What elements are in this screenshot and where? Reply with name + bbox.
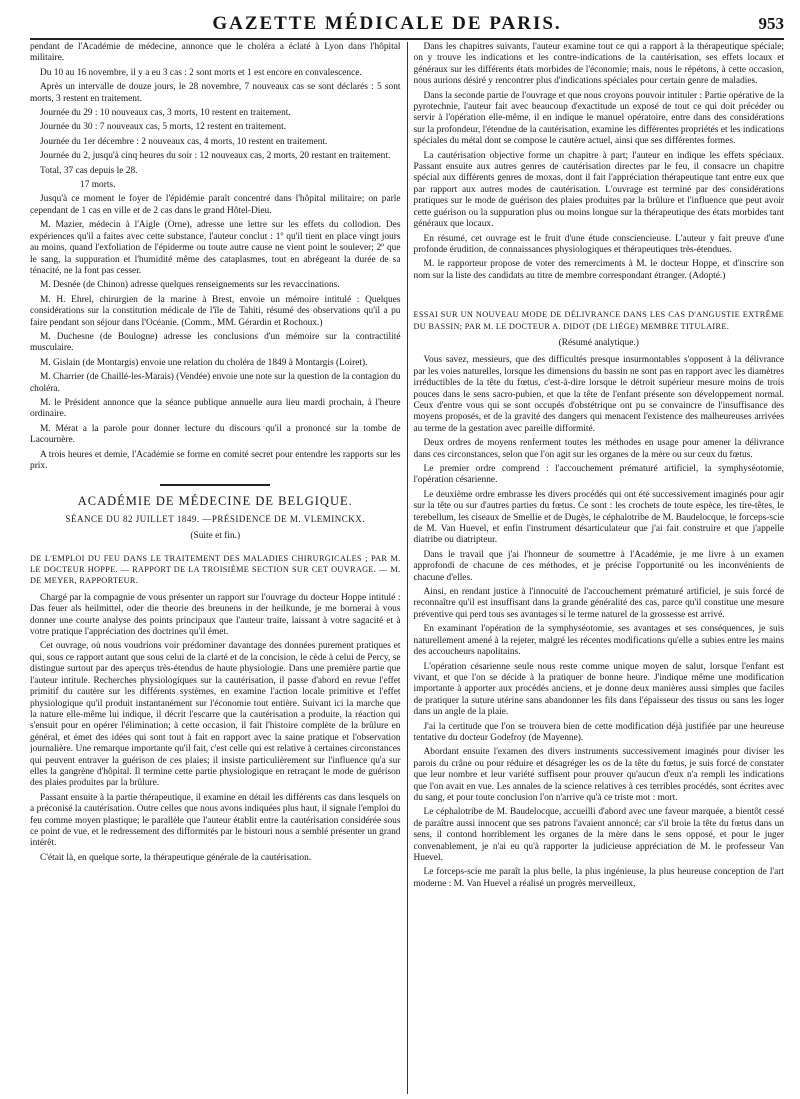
paragraph: M. le rapporteur propose de voter des remerciments à M. le docteur Hoppe, et d'inscrire son nom sur la liste des candidats au titre de membre correspondant étranger. (Adopté.) — [413, 259, 784, 281]
paragraph: M. Desnée (de Chinon) adresse quelques renseignements sur les revaccinations. — [40, 280, 340, 291]
right-column — [408, 42, 785, 1094]
paragraph: Le deuxième ordre embrasse les divers procédés qui ont été successivement imaginés pour agir sur la tête ou sur d'autres parties du fœtus. Ce sont : les crochets de toute espèce, les tire-têtes, le terebellum, les ciseaux de Smellie et de Dugès, le céphalotribe de M. Baudelocque, le forceps-scie de M. Van Huevel, et enfin l'instrument désarticulateur que j'ai fait construire et que j'appelle diatribe ou diatripteur. — [413, 489, 784, 546]
paragraph: pendant de l'Académie de médecine, annonce que le choléra a éclaté à Lyon dans l'hôpital militaire. — [30, 42, 401, 64]
paragraph: En examinant l'opération de la symphyséotomie, ses avantages et ses conséquences, je suis naturellement amené à la rejeter, malgré les récentes modifications qu'elle a subies entre les mains des accoucheurs napolitains. — [413, 624, 784, 658]
masthead — [30, 8, 784, 40]
paragraph: M. H. Ehrel, chirurgien de la marine à Brest, envoie un mémoire intitulé : Quelques considérations sur la constitution médicale de l'île de Tahiti, résumé des observations qu'il a pu faire pendant son séjour dans l'Océanie. (Comm., MM. Gérardin et Rochoux.) — [30, 294, 401, 328]
essay-title: ESSAI SUR UN NOUVEAU MODE DE DÉLIVRANCE DANS LES CAS D'ANGUSTIE EXTRÊME DU BASSIN; PAR M. LE DOCTEUR A. DIDOT (DE LIÉGE) MEMBRE TITULAIRE. — [413, 310, 784, 331]
paragraph: Journée du 29 : 10 nouveaux cas, 3 morts, 10 restent en traitement. — [40, 108, 291, 119]
paragraph: M. Mérat a la parole pour donner lecture du discours qu'il a prononcé sur la tombe de Lacournère. — [30, 423, 401, 446]
two-column-body — [30, 42, 784, 1094]
paragraph: L'opération césarienne seule nous reste comme unique moyen de salut, lorsque l'enfant est vivant, et que l'on se décide à la pratiquer de bonne heure. J'indique même une modification importante à apporter aux procédés anciens, et je donne deux manières aussi simples que faciles de pratiquer la suture utérine sans abandonner les fils dans l'épaisseur des tissus ou sans les loger dans un angle de la plaie. — [413, 661, 784, 718]
summary-note: (Résumé analytique.) — [558, 337, 639, 348]
paragraph: M. Mazier, médecin à l'Aigle (Orne), adresse une lettre sur les effets du collodion. Des expériences qu'il a faites avec cette substance, l'auteur conclut : 1º qu'il tient en place vingt jours au moins, quand l'exfoliation de l'épiderme ou toute autre cause ne vient point le soulever; 2º que le sang, la suppuration et l'humidité même des cataplasmes, tout en abrégeant la durée de sa ténacité, ne la font pas cesser. — [30, 220, 401, 276]
paragraph: En résumé, cet ouvrage est le fruit d'une étude consciencieuse. L'auteur y fait preuve d'une profonde érudition, de connaissances physiologiques et thérapeutiques très-étendues. — [413, 233, 784, 255]
paragraph: Chargé par la compagnie de vous présenter un rapport sur l'ouvrage du docteur Hoppe intitulé : Das feuer als heilmittel, oder die theorie des breunens in der heilkunde, je me bornerai à vous donner une courte analyse des points principaux que l'auteur traite, laissant à votre sagacité et à votre pratique l'appréciation des doctrines qu'il émet. — [30, 592, 401, 638]
paragraph: Vous savez, messieurs, que des difficultés presque insurmontables s'opposent à la délivrance par les voies naturelles, lorsque les dimensions du bassin ne sont pas en rapport avec les diamètres irréductibles de la tête du fœtus, c'est-à-dire lorsque le détroit supérieur mesure moins de trois pouces dans le sens sacro-pubien, et que la tête de l'enfant présente son développement normal. Ceux d'entre vous qui se sont occupés d'obstétrique ont pu se convaincre de l'insuffisance des moyens proposés, et de la gravité des dangers qui menacent l'existence des malheureuses arrivées au terme de la gestation avec pareille difformité. — [413, 355, 784, 434]
paragraph: C'était là, en quelque sorte, la thérapeutique générale de la cautérisation. — [40, 852, 312, 863]
paragraph: Journée du 1er décembre : 2 nouveaux cas, 4 morts, 10 restent en traitement. — [40, 136, 328, 147]
paragraph: M. le Président annonce que la séance publique annuelle aura lieu mardi prochain, à l'heure ordinaire. — [30, 397, 401, 420]
paragraph: Dans les chapitres suivants, l'auteur examine tout ce qui a rapport à la thérapeutique spéciale; on y trouve les indications et les contre-indications de la cautérisation, ses effets locaux et généraux sur les différents états morbides de l'économie; mais, nous le répétons, à cette occasion, nous aurions désiré y rencontrer plus d'indications spéciales pour certain genre de maladies. — [413, 42, 784, 87]
report-title: DE L'EMPLOI DU FEU DANS LE TRAITEMENT DES MALADIES CHIRURGICALES ; PAR M. LE DOCTEUR HOPPE. — RAPPORT DE LA TROISIÈME SECTION SUR CET OUVRAGE. — M. DE MEYER, RAPPORTEUR. — [30, 553, 401, 586]
paragraph: Dans la seconde partie de l'ouvrage et que nous croyons pouvoir intituler : Partie opérative de la pyrotechnie, l'auteur fait avec beaucoup d'exactitude un exposé de tout ce qui doit précéder ou servir à l'opération elle-même, il en indique le manuel opératoire, entre dans des considérations sur la profondeur, l'étendue de la cautérisation, examine les différentes propriétés et les indications spéciales du métal dont se compose le cautère actuel, ainsi que ses différentes formes. — [413, 90, 784, 147]
session-line: SÉANCE DU 82 JUILLET 1849. —PRÉSIDENCE DE M. VLEMINCKX. — [65, 513, 365, 524]
left-column — [30, 42, 407, 1094]
paragraph: M. Gislain (de Montargis) envoie une relation du choléra de 1849 à Montargis (Loiret). — [40, 357, 368, 368]
paragraph: Deux ordres de moyens renferment toutes les méthodes en usage pour amener la délivrance dans ces circonstances, selon que l'on agit sur les organes de la mère ou sur ceux du fœtus. — [413, 438, 784, 460]
continued-note: (Suite et fin.) — [190, 531, 241, 542]
paragraph: Jusqu'à ce moment le foyer de l'épidémie paraît concentré dans l'hôpital militaire; on parle cependant de 1 cas en ville et de 2 cas dans le grand Hôtel-Dieu. — [30, 194, 401, 216]
paragraph: Du 10 au 16 novembre, il y a eu 3 cas : 2 sont morts et 1 est encore en convalescence. — [40, 67, 362, 78]
paragraph: A trois heures et demie, l'Académie se forme en comité secret pour entendre les rapports sur les prix. — [30, 449, 401, 471]
section-heading: ACADÉMIE DE MÉDECINE DE BELGIQUE. — [77, 494, 353, 509]
paragraph: La cautérisation objective forme un chapitre à part; l'auteur en indique les effets spéciaux. Passant ensuite aux autres genres de cautérisation directes par le feu, il consacre un chapitre spécial aux différents genres de moxas, dont il fait l'appréciation thérapeutique tant entre eux que par rapport aux autres modes de cautérisation. L'ouvrage est terminé par des considérations pratiques sur le mode de guérison des plaies produites par la brûlure et l'influence que peut avoir cette guérison ou la suppuration plus ou moins longue sur la thérapeutique des états morbides tant généraux que locaux. — [413, 150, 784, 230]
paragraph: Le céphalotribe de M. Baudelocque, accueilli d'abord avec une faveur marquée, a bientôt cessé de paraître aussi innocent que ses patrons l'avaient annoncé; car s'il broie la tête du fœtus dans un sens, il contond horriblement les organes de la mère dans le sens opposé, et pour le juger convenablement, je n'ai eu qu'à rapporter la judicieuse appréciation de M. le professeur Van Huevel. — [413, 807, 784, 863]
paragraph: Abordant ensuite l'examen des divers instruments successivement imaginés pour diviser les parois du crâne ou pour réduire et désagréger les os de la tête du fœtus, je suis forcé de constater que leur nombre et leur variété suffisent pour prouver qu'aucun d'eux n'a rempli les indications que l'on avait en vue. Les annales de la science relatives à ces terribles procédés, sont écrites avec du sang, et pour toute conclusion l'on n'arrive qu'à ce triste mot : mort. — [413, 747, 784, 803]
journal-title: GAZETTE MÉDICALE DE PARIS. — [212, 13, 562, 34]
paragraph: Cet ouvrage, où nous voudrions voir prédominer davantage des données purement pratiques et qui, sous ce rapport autant que sous celui de la clarté et de la concision, le cède à celui de Percy, se distingue surtout par des aperçus très-étendus de haute physiologie. Dans une première partie que l'auteur intitule. Recherches physiologiques sur la cautérisation, il passe d'abord en revue l'effet primitif du cautère sur les différents systèmes, en examine l'action locale primitive et l'effet physiologique qu'il produit instantanément sur l'économie tout entière. Suivant ici la marche que la nature elle-même lui indique, il décrit l'escarre que la cautérisation a produite, la réaction qui s'ensuit pour en opérer l'élimination; à cette occasion, il fait l'histoire complète de la brûlure en général, et émet des idées qui sont tout à fait en rapport avec la saine pratique et l'observation journalière. Une remarque importante qu'il fait, c'est celle qui est relative à certaines circonstances qui peuvent entraver la guérison de ces plaies; il insiste particulièrement sur l'influence qu'a sur elles la gangrène d'hôpital. Il termine cette partie physiologique en retraçant le mode de guérison des plaies produites par la brûlure. — [30, 641, 401, 789]
paragraph: Dans le travail que j'ai l'honneur de soumettre à l'Académie, je me livre à un examen approfondi de chacune de ces méthodes, et je précise l'opportunité ou les inconvénients de chacune d'elles. — [413, 549, 784, 583]
section-separator — [160, 484, 270, 486]
paragraph: Journée du 30 : 7 nouveaux cas, 5 morts, 12 restent en traitement. — [40, 122, 287, 133]
paragraph: Journée du 2, jusqu'à cinq heures du soir : 12 nouveaux cas, 2 morts, 20 restant en traitement. — [40, 151, 391, 162]
paragraph: Le premier ordre comprend : l'accouchement prématuré artificiel, la symphyséotomie, l'opération césarienne. — [413, 464, 784, 486]
paragraph: J'ai la certitude que l'on se trouvera bien de cette modification déjà justifiée par une heureuse tentative du docteur Godefroy (de Mayenne). — [413, 721, 784, 743]
spacer — [414, 285, 785, 299]
paragraph: Passant ensuite à la partie thérapeutique, il examine en détail les différents cas dans lesquels on a préconisé la cautérisation. Outre celles que nous avons indiquées plus haut, il signale l'emploi du feu comme moyen plastique; le parallèle que l'auteur établit entre la cautérisation considérée sous ce point de vue, et le redressement des difformités par le bistouri nous a semblé présenter un grand intérêt. — [30, 792, 401, 849]
deaths-line: 17 morts. — [80, 180, 116, 191]
total-line: Total, 37 cas depuis le 28. — [40, 165, 138, 176]
paragraph: M. Charrier (de Chaillé-les-Marais) (Vendée) envoie une note sur la question de la contagion du choléra. — [30, 372, 401, 394]
paragraph: Après un intervalle de douze jours, le 28 novembre, 7 nouveaux cas se sont déclarés : 5 sont morts, 3 restent en traitement. — [30, 82, 401, 104]
paragraph: Ainsi, en rendant justice à l'innocuité de l'accouchement prématuré artificiel, je suis forcé de reconnaître qu'il est insuffisant dans la grande généralité des cas, parce qu'il constitue une mesure préventive qui perd tous ses avantages si le terme naturel de la grossesse est arrivé. — [413, 587, 784, 620]
paragraph: M. Duchesne (de Boulogne) adresse les conclusions d'un mémoire sur la contractilité musculaire. — [30, 331, 401, 354]
paragraph: Le forceps-scie me paraît la plus belle, la plus ingénieuse, la plus heureuse conception de l'art moderne : M. Van Huevel a réalisé un progrès merveilleux, — [413, 867, 784, 889]
page-number: 953 — [758, 14, 784, 33]
